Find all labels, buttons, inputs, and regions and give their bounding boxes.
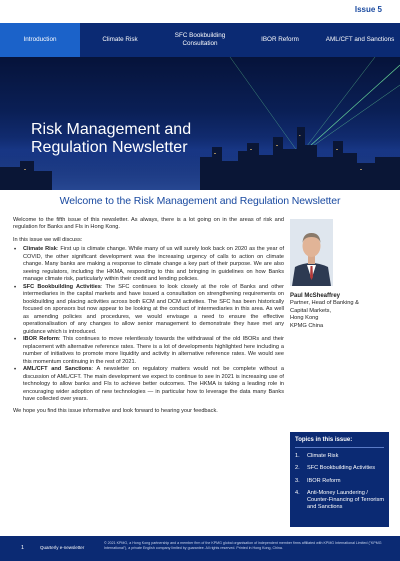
issue-number: Issue 5 — [354, 5, 382, 14]
copyright-notice: © 2021 KPMG, a Hong Kong partnership and a member firm of the KPMG global organisation of independent member firms affiliated with KPMG International Limited ("KPMG International"), a private English company limited by guarantee. All rights reserved. Printed in Hong Kong, China. — [104, 541, 382, 550]
author-photo — [290, 219, 333, 286]
topics-divider — [295, 447, 384, 448]
nav-tab-aml-cft[interactable]: AML/CFT and Sanctions — [325, 36, 395, 44]
list-item — [13, 336, 284, 366]
topic-number: 4. — [295, 489, 300, 496]
author-name: Paul McSheaffrey — [290, 293, 341, 299]
topic-label: Climate Risk — [307, 453, 339, 459]
nav-tab-ibor-reform[interactable]: IBOR Reform — [261, 36, 299, 44]
hero-banner — [0, 57, 400, 190]
topics-title: Topics in this issue: — [295, 437, 353, 443]
topic-label: IBOR Reform — [307, 477, 341, 484]
topics-bullet-list — [13, 246, 284, 403]
author-title-line: KPMG China — [290, 323, 324, 330]
topic-link-climate-risk[interactable] — [295, 453, 384, 460]
bullet-term: SFC Bookbuilding Activities — [23, 283, 101, 290]
welcome-heading: Welcome to the Risk Management and Regulation Newsletter — [59, 195, 341, 207]
newsletter-title-line2: Regulation Newsletter — [31, 138, 188, 156]
author-block — [290, 292, 390, 331]
author-title-line: Hong Kong — [290, 315, 319, 322]
topic-label: SFC Bookbuilding Activities — [307, 465, 376, 472]
bullet-text: : The SFC continues to look closely at the role of Banks and other intermediaries in the capital markets and have issued a consultation on strengthening requirements on bookbuilding and placing activities across both ECM and DCM activities. The SFC has been historically focused on sponsors but now appear to be looking at the conduct of intermediaries in this area. As well as amending policies and procedures, we would envisage a need to ensure the effective operationalisation of any changes to allow senior management to demonstrate they have met any guidance which is introduced. — [23, 283, 284, 335]
section-nav — [0, 23, 400, 57]
welcome-heading-bar — [0, 190, 400, 212]
bullet-term: AML/CFT and Sanctions — [23, 366, 92, 373]
topic-label: Anti-Money Laundering / Counter-Financing of Terrorism and Sanctions — [307, 489, 384, 511]
discuss-intro: In this issue we will discuss: — [13, 236, 83, 243]
topic-number: 3. — [295, 477, 300, 484]
bullet-term: IBOR Reform — [23, 336, 59, 343]
list-item — [13, 246, 284, 283]
topic-link-ibor-reform[interactable] — [295, 478, 384, 485]
intro-paragraph: Welcome to the fifth issue of this newsletter. As always, there is a lot going on in the areas of risk and regulation for Banks and FIs in Hong Kong. — [13, 217, 284, 231]
article-body — [13, 217, 284, 420]
topic-number: 2. — [295, 465, 300, 472]
topic-number: 1. — [295, 453, 300, 459]
bullet-text: : A newsletter on regulatory matters would not be complete without a discussion of AML/CFT. The main development we expect to continue to see in 2021 is increasing use of technology to allow banks and FIs to achieve better outcomes. The HKMA is taking a leading role in encouraging wider adoption of new technologies — in particular how to leverage the data many Banks have collected over years. — [23, 366, 284, 403]
newsletter-title — [31, 121, 191, 156]
bullet-text: : First up is climate change. While many of us will surely look back on 2020 as the year of COVID, the other significant development was the increasing urgency of calls to action on climate change. Many banks are making a response to climate change a key part of their purpose. We are also seeing regulators, including the HKMA, responding to this and bringing in guidelines on how Banks manage climate risk, particularly within their credit and lending policies. — [23, 246, 285, 283]
list-item — [13, 366, 284, 403]
author-title-line: Partner, Head of Banking & — [290, 300, 359, 307]
topic-link-aml-cft[interactable] — [295, 490, 384, 512]
list-item — [13, 284, 284, 336]
page-footer — [0, 536, 400, 561]
bullet-term: Climate Risk — [23, 246, 57, 253]
closing-paragraph: We hope you find this issue informative and look forward to hearing your feedback. — [13, 407, 218, 414]
author-title-line: Capital Markets, — [290, 307, 332, 314]
nav-tab-sfc-bookbuilding[interactable]: SFC Bookbuilding Consultation — [174, 32, 226, 47]
topics-box — [290, 432, 389, 527]
footer-label: Quarterly e-newsletter — [40, 545, 85, 550]
bullet-text: : This continues to move relentlessly towards the withdrawal of the old IBORs and their replacement with alternative reference rates. There is a lot of developments highlighted here including a number of initiatives to promote more liquidity and activity in alternative reference rates. We would see this momentum continuing in the rest of 2021. — [23, 336, 284, 365]
newsletter-title-line1: Risk Management and — [31, 121, 192, 138]
nav-tab-climate-risk[interactable]: Climate Risk — [102, 36, 138, 44]
nav-tab-introduction[interactable]: Introduction — [0, 23, 80, 57]
topic-link-sfc-bookbuilding[interactable] — [295, 465, 384, 472]
page-number: 1 — [21, 545, 25, 551]
